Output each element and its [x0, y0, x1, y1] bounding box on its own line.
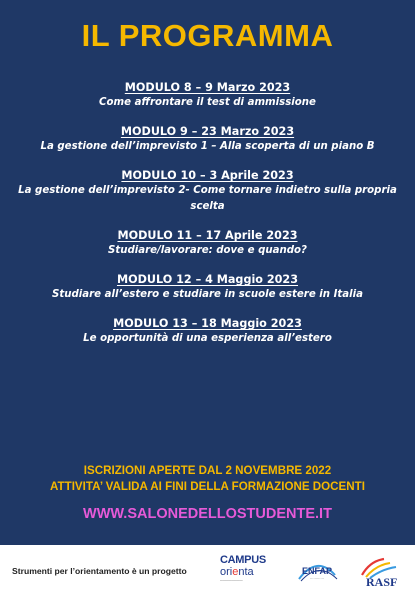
module-description: La gestione dell’imprevisto 1 – Alla scoperta di un piano B [40, 141, 375, 152]
module-title: MODULO 12 – 4 Maggio 2023 [116, 273, 299, 286]
module-item [10, 80, 405, 111]
website-link[interactable]: WWW.SALONEDELLOSTUDENTE.IT [83, 506, 332, 522]
registration-notice [0, 463, 415, 495]
module-item [10, 124, 405, 155]
enfap-logo-word: ENFAP [301, 566, 332, 576]
module-item [10, 316, 405, 347]
module-description: Come affrontare il test di ammissione [99, 97, 316, 108]
module-title: MODULO 13 – 18 Maggio 2023 [113, 317, 302, 330]
module-description: Studiare all’estero e studiare in scuole estere in Italia [52, 289, 363, 300]
footer-text: Strumenti per l’orientamento è un progetto [12, 566, 187, 576]
rasf-logo-word: RASF [366, 575, 398, 589]
enfap-logo-tagline: ⋯⋯⋯⋯ [310, 577, 324, 581]
module-item [10, 168, 405, 215]
page-title: IL PROGRAMMA [81, 18, 334, 53]
module-description: Le opportunità di una esperienza all’estero [83, 333, 332, 344]
module-item [10, 272, 405, 303]
module-title: MODULO 11 – 17 Aprile 2023 [117, 229, 298, 242]
footer [0, 545, 415, 600]
campus-logo-word: CAMPUS [220, 554, 266, 566]
rasf-logo [356, 555, 406, 597]
module-title: MODULO 9 – 23 Marzo 2023 [120, 125, 295, 138]
module-title: MODULO 10 – 3 Aprile 2023 [121, 169, 294, 182]
module-description: La gestione dell’imprevisto 2- Come tornare indietro sulla propria scelta [18, 185, 397, 212]
enfap-logo [293, 557, 341, 587]
module-list [10, 80, 405, 360]
teacher-training-text: ATTIVITA’ VALIDA AI FINI DELLA FORMAZIONE DOCENTI [50, 480, 365, 493]
module-item [10, 228, 405, 259]
registration-open-text: ISCRIZIONI APERTE DAL 2 NOVEMBRE 2022 [83, 464, 332, 477]
orienta-logo-word: orienta [220, 566, 254, 578]
campus-orienta-logo [220, 555, 272, 595]
campus-logo-tagline: ──────── [220, 578, 243, 583]
module-description: Studiare/lavorare: dove e quando? [108, 245, 307, 256]
module-title: MODULO 8 – 9 Marzo 2023 [124, 81, 291, 94]
